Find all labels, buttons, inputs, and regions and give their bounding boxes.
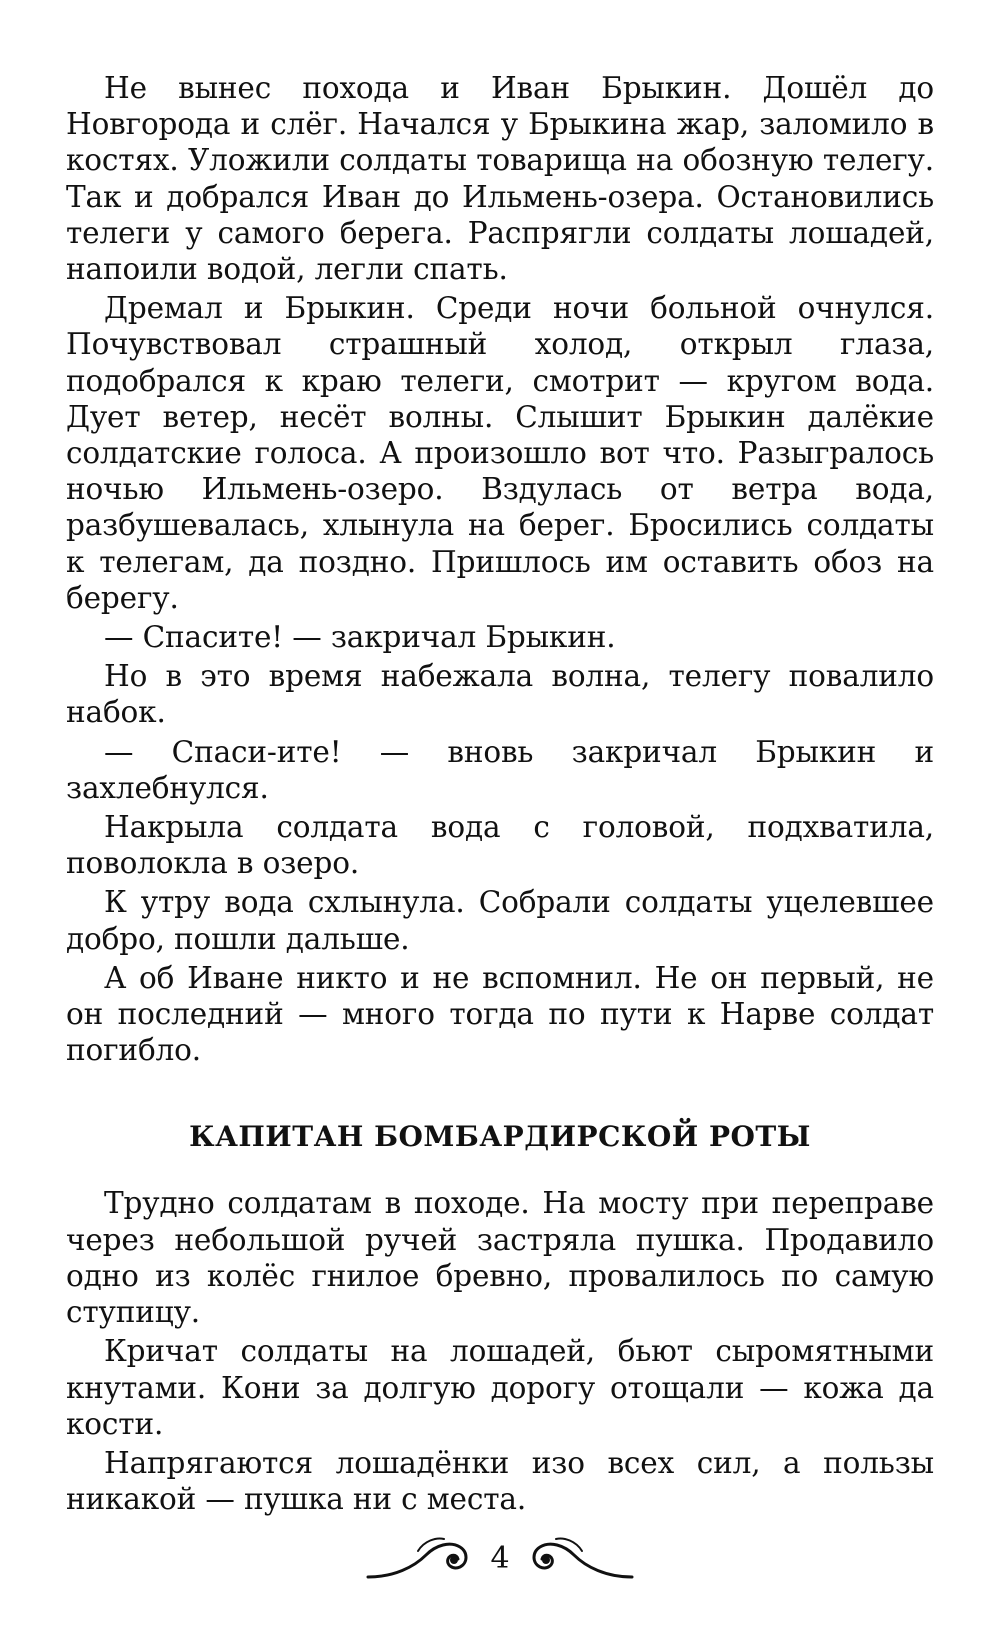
scroll-ornament-right-icon — [526, 1533, 636, 1583]
chapter-paragraph-2: Кричат солдаты на лошадей, бьют сыромятными кнутами. Кони за долгую дорогу отощали — кожа да кости. — [66, 1334, 934, 1441]
page-body — [66, 70, 934, 1517]
paragraph-8: А об Иване никто и не вспомнил. Не он первый, не он последний — много тогда по пути к Нарве солдат погибло. — [66, 960, 934, 1068]
chapter-paragraph-3: Напрягаются лошадёнки изо всех сил, а пользы никакой — пушка ни с места. — [66, 1445, 934, 1517]
page-number: 4 — [490, 1540, 510, 1576]
paragraph-1: Не вынес похода и Иван Брыкин. Дошёл до Новгорода и слёг. Начался у Брыкина жар, заломило в костях. Уложили солдаты товарища на обозную телегу. Так и добрался Иван до Ильмень-озера. Остановились телеги у самого берега. Распрягли солдаты лошадей, напоили водой, легли спать. — [66, 71, 934, 287]
paragraph-4: Но в это время набежала волна, телегу повалило набок. — [66, 659, 934, 730]
paragraph-3: — Спасите! — закричал Брыкин. — [104, 620, 616, 655]
scroll-ornament-left-icon — [364, 1533, 474, 1583]
chapter-title: КАПИТАН БОМБАРДИРСКОЙ РОТЫ — [189, 1120, 811, 1154]
paragraph-5: — Спаси-ите! — вновь закричал Брыкин и захлебнулся. — [66, 734, 934, 805]
page-footer — [0, 1528, 1000, 1588]
chapter-paragraph-1: Трудно солдатам в походе. На мосту при переправе через небольшой ручей застряла пушка. Продавило одно из колёс гнилое бревно, провалилось по самую ступицу. — [66, 1186, 934, 1330]
paragraph-2: Дремал и Брыкин. Среди ночи больной очнулся. Почувствовал страшный холод, открыл глаза, подобрался к краю телеги, смотрит — кругом вода. Дует ветер, несёт волны. Слышит Брыкин далёкие солдатские голоса. А произошло вот что. Разыгралось ночью Ильмень-озеро. Вздулась от ветра вода, разбушевалась, хлынула на берег. Бросились солдаты к телегам, да поздно. Пришлось им оставить обоз на берегу. — [66, 291, 934, 615]
paragraph-6: Накрыла солдата вода с головой, подхватила, поволокла в озеро. — [66, 810, 934, 881]
paragraph-7: К утру вода схлынула. Собрали солдаты уцелевшее добро, пошли дальше. — [66, 885, 934, 956]
